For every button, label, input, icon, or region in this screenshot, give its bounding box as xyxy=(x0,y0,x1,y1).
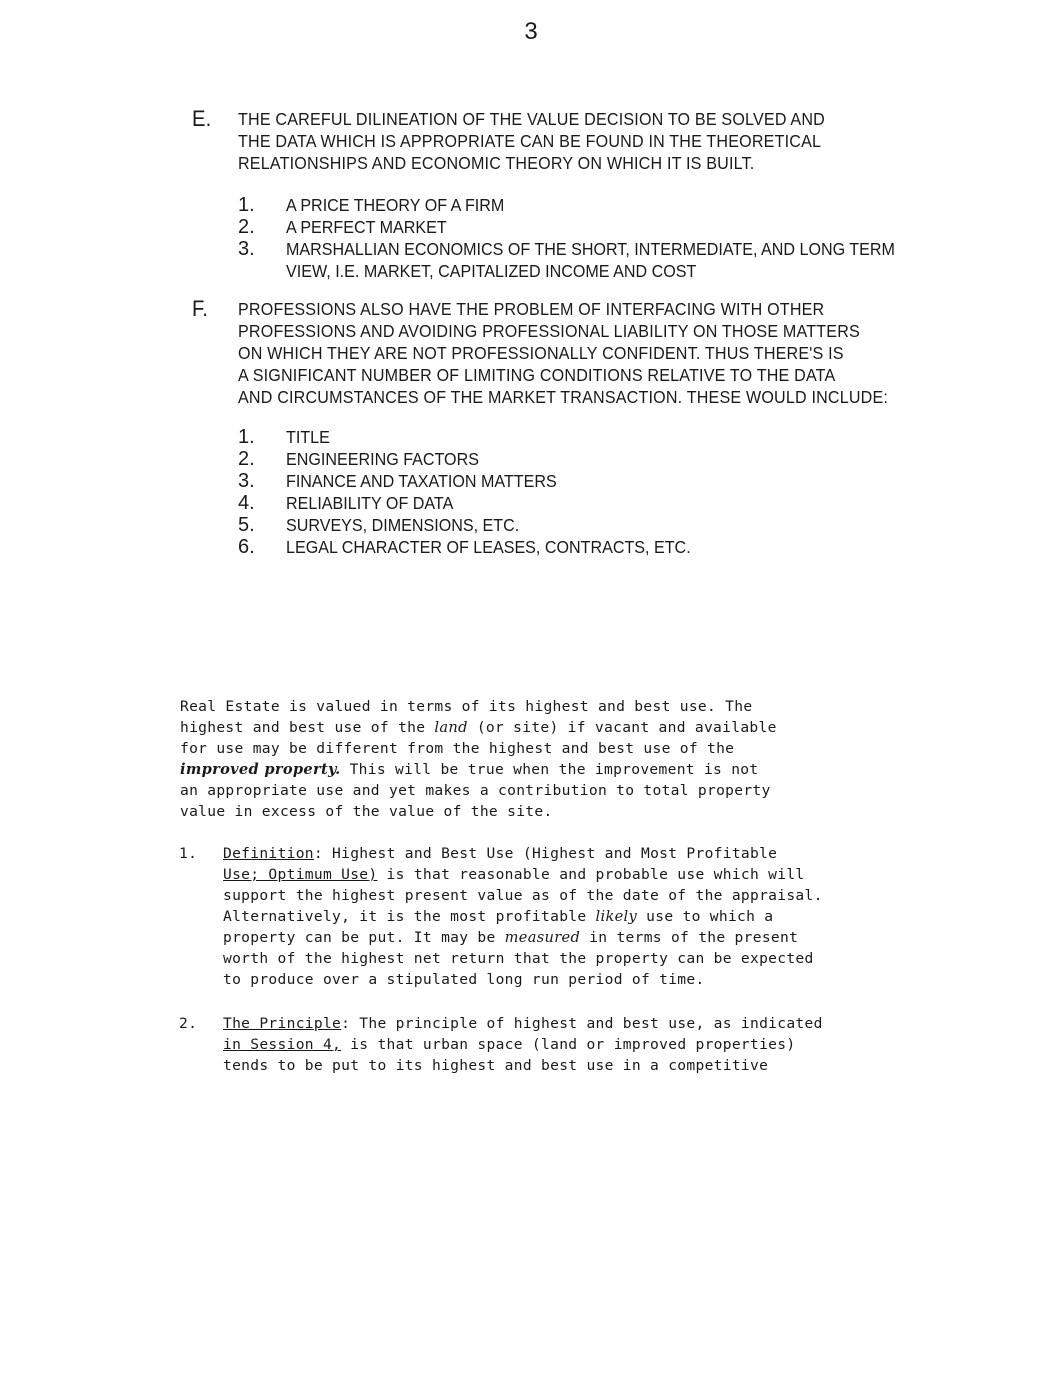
intro-text: highest and best use of the xyxy=(180,719,435,736)
list-item-number: 6. xyxy=(238,536,255,558)
intro-emphasis: improved property. xyxy=(180,761,341,778)
list-item-text: A PERFECT MARKET xyxy=(286,217,447,237)
intro-line xyxy=(180,717,777,738)
section-e-paragraph xyxy=(192,106,825,174)
principle-text: in Session 4, xyxy=(223,1036,342,1053)
definition-line: to produce over a stipulated long run period of time. xyxy=(223,971,705,988)
section-e-list xyxy=(238,194,996,282)
definition-text: Use; Optimum Use) xyxy=(223,866,378,883)
definition-line: support the highest present value as of the date of the appraisal. xyxy=(223,887,823,904)
list-item xyxy=(238,194,996,216)
intro-line: for use may be different from the highest and best use of the xyxy=(180,740,735,757)
definition-text: use to which a xyxy=(637,908,774,925)
intro-line: value in excess of the value of the site. xyxy=(180,803,553,820)
intro-text: (or site) if vacant and available xyxy=(467,719,777,736)
section-f-letter: F. xyxy=(192,296,209,321)
intro-emphasis: land xyxy=(434,719,468,736)
definition-line xyxy=(223,843,823,864)
section-e-letter: E. xyxy=(192,106,212,131)
section-e-line: RELATIONSHIPS AND ECONOMIC THEORY ON WHICH IT IS BUILT. xyxy=(238,153,755,173)
definition-line: worth of the highest net return that the property can be expected xyxy=(223,950,814,967)
list-item-number: 2. xyxy=(238,448,255,470)
intro-line: an appropriate use and yet makes a contribution to total property xyxy=(180,782,771,799)
list-item-text: MARSHALLIAN ECONOMICS OF THE SHORT, INTERMEDIATE, AND LONG TERM VIEW, I.E. MARKET, CAPITALIZED INCOME AND COST xyxy=(286,239,895,281)
definition-heading: Definition xyxy=(223,845,314,862)
intro-line: Real Estate is valued in terms of its highest and best use. The xyxy=(180,698,753,715)
list-item-number: 4. xyxy=(238,492,255,514)
list-item xyxy=(238,536,726,558)
list-item-text: ENGINEERING FACTORS xyxy=(286,449,479,469)
list-item xyxy=(238,448,726,470)
list-item-number: 1. xyxy=(238,194,255,216)
list-item-text: RELIABILITY OF DATA xyxy=(286,493,454,513)
definition-text: Alternatively, it is the most profitable xyxy=(223,908,596,925)
list-item xyxy=(238,426,726,448)
list-item-text: A PRICE THEORY OF A FIRM xyxy=(286,195,505,215)
list-item xyxy=(238,492,726,514)
section-f-line: AND CIRCUMSTANCES OF THE MARKET TRANSACTION. THESE WOULD INCLUDE: xyxy=(238,387,889,407)
section-f-line: A SIGNIFICANT NUMBER OF LIMITING CONDITIONS RELATIVE TO THE DATA xyxy=(238,365,836,385)
section-f-line: ON WHICH THEY ARE NOT PROFESSIONALLY CONFIDENT. THUS THERE'S IS xyxy=(238,343,844,363)
intro-text: This will be true when the improvement is not xyxy=(340,761,759,778)
list-item-number: 1. xyxy=(238,426,255,448)
list-item-number: 5. xyxy=(238,514,255,536)
definition-text: property can be put. It may be xyxy=(223,929,505,946)
section-f-line: PROFESSIONS ALSO HAVE THE PROBLEM OF INTERFACING WITH OTHER xyxy=(238,299,825,319)
section-e-line: THE DATA WHICH IS APPROPRIATE CAN BE FOUND IN THE THEORETICAL xyxy=(238,131,822,151)
definition-number: 1. xyxy=(179,845,198,862)
page-number: 3 xyxy=(524,18,538,45)
definition-emphasis: measured xyxy=(504,929,581,946)
section-f-paragraph xyxy=(192,296,889,408)
definition-emphasis: likely xyxy=(595,908,638,925)
intro-line xyxy=(180,759,777,780)
definition-line xyxy=(223,906,823,927)
principle-line xyxy=(223,1034,823,1055)
definition-line xyxy=(223,927,823,948)
list-item-text: LEGAL CHARACTER OF LEASES, CONTRACTS, ETC. xyxy=(286,537,691,557)
section-f-list xyxy=(238,426,726,558)
list-item-text: FINANCE AND TAXATION MATTERS xyxy=(286,471,557,491)
list-item-number: 2. xyxy=(238,216,255,238)
section-f-line: PROFESSIONS AND AVOIDING PROFESSIONAL LIABILITY ON THOSE MATTERS xyxy=(238,321,860,341)
list-item-number: 3. xyxy=(238,470,255,492)
list-item xyxy=(238,470,726,492)
intro-paragraph xyxy=(180,696,777,822)
principle-line: tends to be put to its highest and best use in a competitive xyxy=(223,1057,769,1074)
list-item xyxy=(238,216,996,238)
definition-item xyxy=(179,843,823,990)
principle-text: is that urban space (land or improved properties) xyxy=(341,1036,796,1053)
list-item-number: 3. xyxy=(238,238,255,260)
list-item-text: TITLE xyxy=(286,427,330,447)
definition-text: is that reasonable and probable use which will xyxy=(377,866,805,883)
list-item xyxy=(238,514,726,536)
principle-text: : The principle of highest and best use, as indicated xyxy=(341,1015,823,1032)
definition-line xyxy=(223,864,823,885)
list-item-text: SURVEYS, DIMENSIONS, ETC. xyxy=(286,515,520,535)
definition-text: in terms of the present xyxy=(580,929,799,946)
principle-heading: The Principle xyxy=(223,1015,342,1032)
definition-text: : Highest and Best Use (Highest and Most Profitable xyxy=(313,845,778,862)
section-e-line: THE CAREFUL DILINEATION OF THE VALUE DECISION TO BE SOLVED AND xyxy=(238,109,825,129)
list-item xyxy=(238,238,996,282)
principle-number: 2. xyxy=(179,1015,198,1032)
principle-line xyxy=(223,1013,823,1034)
principle-item xyxy=(179,1013,823,1076)
